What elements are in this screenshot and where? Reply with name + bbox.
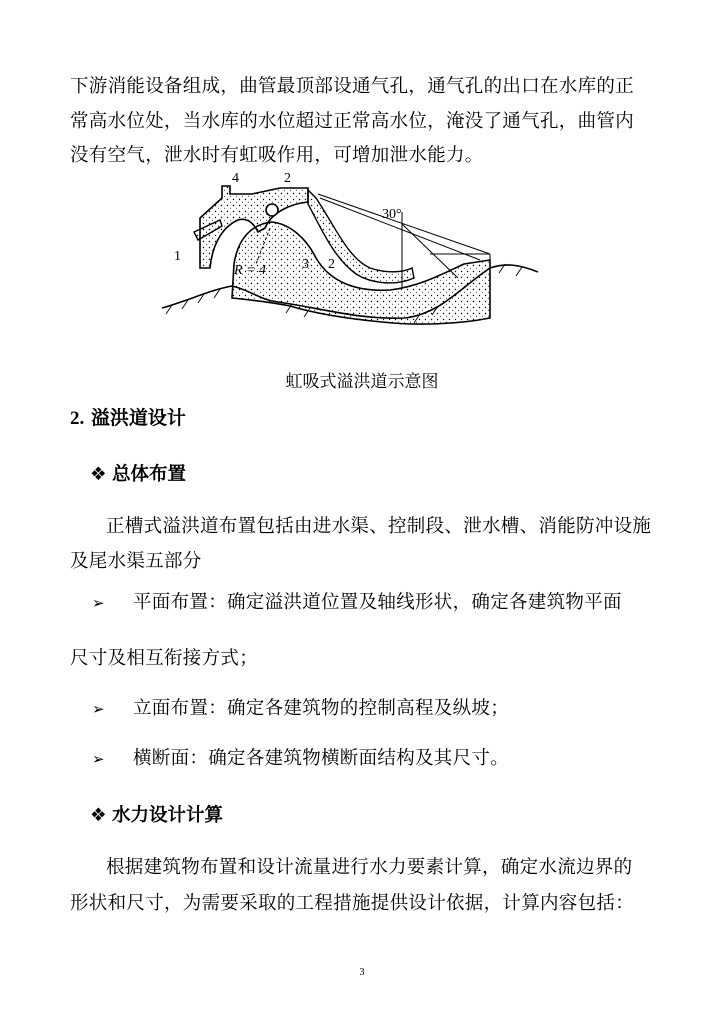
intro-line-3: 没有空气，泄水时有虹吸作用，可增加泄水能力。: [70, 145, 484, 166]
label-3: 3: [302, 257, 309, 272]
arrow-bullet-icon: ➢: [92, 700, 105, 718]
page-number: 3: [359, 967, 365, 978]
siphon-spillway-diagram: [160, 168, 540, 346]
label-30-degrees: 30°: [382, 207, 402, 222]
overall-para-line-1: 正槽式溢洪道布置包括由进水渠、控制段、泄水槽、消能防冲设施: [106, 516, 652, 537]
air-vent: [266, 204, 278, 216]
diamond-bullet-icon: ❖: [90, 464, 107, 485]
label-radius: R = 4: [234, 263, 266, 278]
section-heading: [70, 403, 186, 430]
label-2: 2: [284, 171, 291, 186]
hydraulic-title: 水力设计计算: [112, 805, 224, 826]
overall-title: 总体布置: [112, 464, 187, 485]
overall-heading: [90, 460, 186, 486]
arrow-bullet-icon: ➢: [92, 594, 105, 612]
label-4: 4: [232, 171, 239, 186]
intro-line-1: 下游消能设备组成，曲管最顶部设通气孔，通气孔的出口在水库的正: [70, 76, 635, 97]
section-title: 溢洪道设计: [90, 407, 186, 429]
arrow-bullet-icon: ➢: [92, 750, 105, 768]
item-1-line-1: 平面布置：确定溢洪道位置及轴线形状，确定各建筑物平面: [133, 592, 622, 613]
hydraulic-para-line-1: 根据建筑物布置和设计流量进行水力要素计算，确定水流边界的: [106, 857, 633, 878]
diamond-bullet-icon: ❖: [90, 805, 107, 826]
item-3-line-1: 横断面：确定各建筑物横断面结构及其尺寸。: [133, 748, 510, 769]
intro-line-2: 常高水位处，当水库的水位超过正常高水位，淹没了通气孔，曲管内: [70, 111, 635, 132]
hydraulic-heading: [90, 801, 223, 827]
item-1-line-2: 尺寸及相互衔接方式；: [70, 648, 259, 669]
figure-caption: 虹吸式溢洪道示意图: [285, 372, 439, 392]
item-2-line-1: 立面布置：确定各建筑物的控制高程及纵坡；: [133, 698, 510, 719]
label-1: 1: [174, 249, 181, 264]
overall-para-line-2: 及尾水渠五部分: [70, 551, 202, 572]
label-2b: 2: [328, 257, 335, 272]
section-number: 2.: [70, 408, 85, 429]
hydraulic-para-line-2: 形状和尺寸，为需要采取的工程措施提供设计依据，计算内容包括：: [70, 893, 635, 914]
